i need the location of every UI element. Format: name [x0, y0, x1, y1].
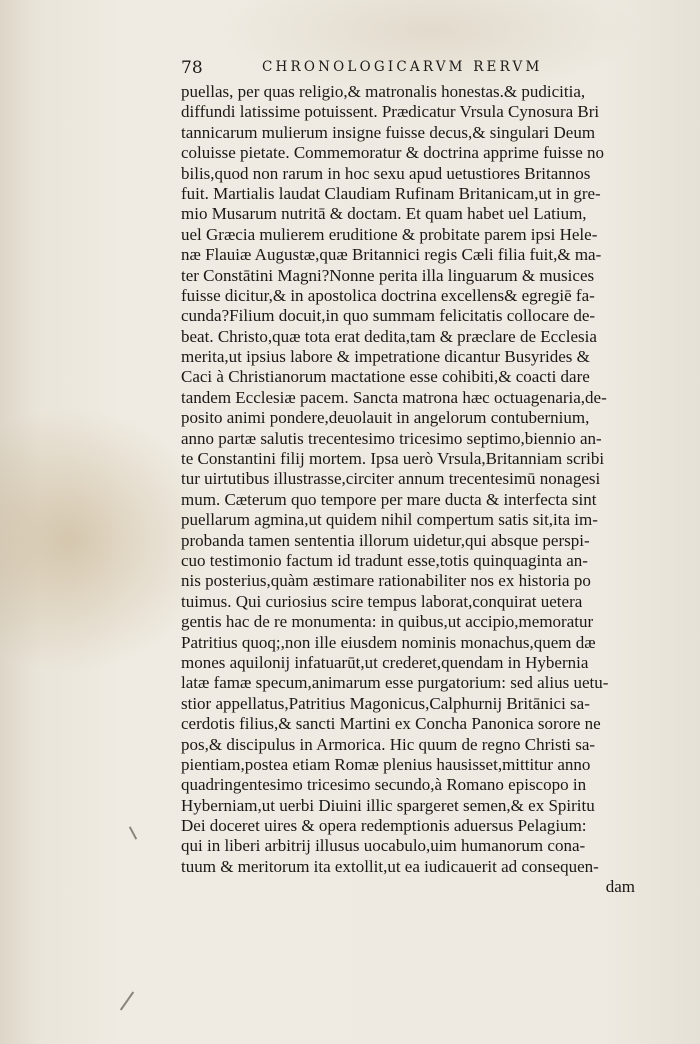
text-line: pos,& discipulus in Armorica. Hic quum de regno Christi sa-	[181, 734, 596, 754]
text-line: tur uirtutibus illustrasse,circiter annum trecentesimū nonagesi	[181, 469, 601, 489]
running-head: CHRONOLOGICARVM RERVM	[262, 59, 543, 75]
text-line: gentis hac de re monumenta: in quibus,ut accipio,memoratur	[181, 612, 594, 632]
text-line: uel Græcia mulierem eruditione & probitate parem ipsi Hele-	[181, 224, 598, 244]
text-line: bilis,quod non rarum in hoc sexu apud uetustiores Britannos	[181, 163, 591, 183]
text-line: anno partæ salutis trecentesimo tricesimo septimo,biennio an-	[181, 428, 602, 448]
text-line: puellarum agmina,ut quidem nihil compertum satis sit,ita im-	[181, 510, 598, 530]
text-line: dam	[605, 877, 635, 897]
paper-mark	[129, 826, 137, 839]
paper-mark	[120, 991, 134, 1010]
page-number: 78	[181, 58, 203, 78]
text-line: cunda?Filium docuit,in quo summam felicitatis collocare de-	[181, 306, 596, 326]
text-line: beat. Christo,quæ tota erat dedita,tam & præclare de Ecclesia	[181, 326, 597, 346]
text-line: Hyberniam,ut uerbi Diuini illic spargeret semen,& ex Spiritu	[181, 795, 595, 815]
body-text	[181, 82, 641, 898]
text-line: mones aquilonij infatuarūt,ut crederet,quendam in Hybernia	[181, 652, 589, 672]
text-line: ter Constātini Magni?Nonne perita illa linguarum & musices	[181, 265, 595, 285]
text-line: mio Musarum nutritā & doctam. Et quam habet uel Latium,	[181, 204, 587, 224]
text-line: pientiam,postea etiam Romæ plenius hausisset,mittitur anno	[181, 754, 591, 774]
text-line: latæ famæ specum,animarum esse purgatorium: sed alius uetu-	[181, 673, 609, 693]
text-line: tannicarum mulierum insigne fuisse decus,& singulari Deum	[181, 122, 596, 142]
text-line: merita,ut ipsius labore & impetratione dicantur Busyrides &	[181, 347, 590, 367]
text-line: stior appellatus,Patritius Magonicus,Calphurnij Britānici sa-	[181, 693, 590, 713]
text-line: næ Flauiæ Augustæ,quæ Britannici regis Cæli filia fuit,& ma-	[181, 245, 602, 265]
text-line: cuo testimonio factum id tradunt esse,totis quinquaginta an-	[181, 550, 588, 570]
text-line: qui in liberi arbitrij illusus uocabulo,uim humanorum cona-	[181, 836, 586, 856]
text-line: Caci à Christianorum mactatione esse cohibiti,& coacti dare	[181, 367, 590, 387]
text-line: tuimus. Qui curiosius scire tempus laborat,conquirat uetera	[181, 591, 583, 611]
text-line: posito animi pondere,deuolauit in angelorum contubernium,	[181, 408, 590, 428]
text-line: fuit. Martialis laudat Claudiam Rufinam Britanicam,ut in gre-	[181, 183, 601, 203]
text-line: Patritius quoq;,non ille eiusdem nominis monachus,quem dæ	[181, 632, 596, 652]
text-line: Dei doceret uires & opera redemptionis aduersus Pelagium:	[181, 816, 587, 836]
text-line: probanda tamen sententia illorum uidetur,qui absque perspi-	[181, 530, 590, 550]
text-line: cerdotis filius,& sancti Martini ex Concha Panonica sorore ne	[181, 714, 601, 734]
text-line: diffundi latissime potuissent. Prædicatur Vrsula Cynosura Bri	[181, 102, 600, 122]
text-line: quadringentesimo tricesimo secundo,à Romano episcopo in	[181, 775, 587, 795]
text-line: puellas, per quas religio,& matronalis honestas.& pudicitia,	[181, 82, 586, 101]
text-line: mum. Cæterum quo tempore per mare ducta & interfecta sint	[181, 489, 597, 509]
text-line: coluisse pietate. Commemoratur & doctrina apprime fuisse no	[181, 143, 604, 163]
text-line: tuum & meritorum ita extollit,ut ea iudicauerit ad consequen-	[181, 856, 599, 876]
text-line: nis posterius,quàm æstimare rationabiliter nos ex historia po	[181, 571, 591, 591]
text-line: tandem Ecclesiæ pacem. Sancta matrona hæc octuagenaria,de-	[181, 387, 607, 407]
text-line: te Constantini filij mortem. Ipsa uerò Vrsula,Britanniam scribi	[181, 449, 605, 469]
text-line: fuisse dicitur,& in apostolica doctrina excellens& egregiē fa-	[181, 285, 595, 305]
